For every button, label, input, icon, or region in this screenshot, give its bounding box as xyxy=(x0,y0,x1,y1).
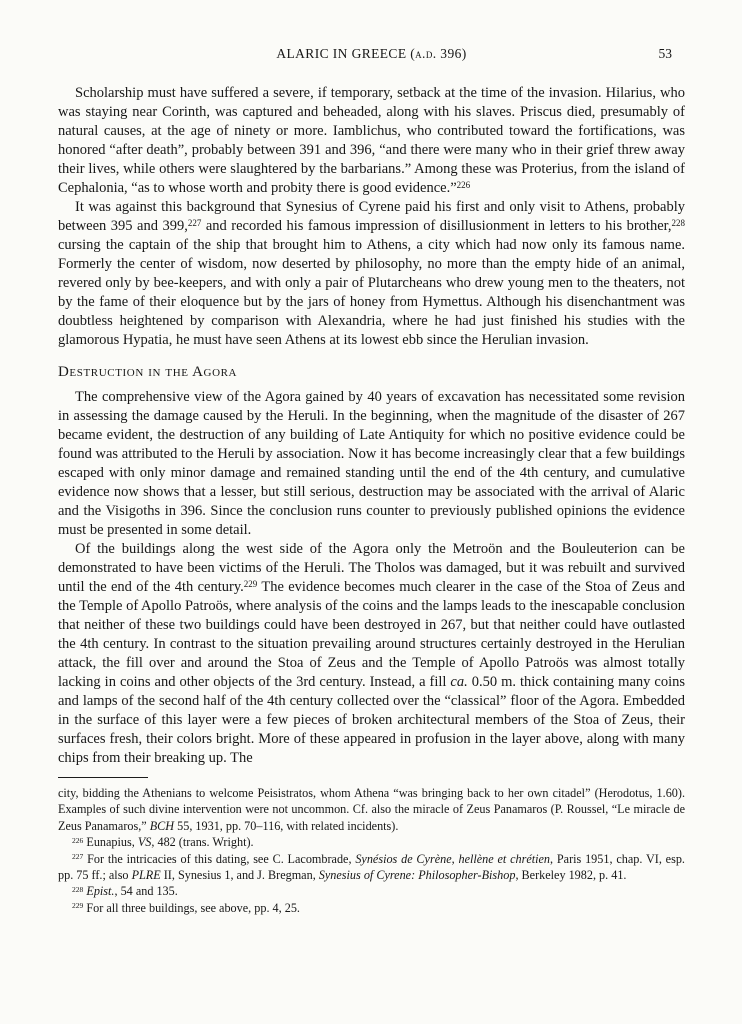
running-head xyxy=(58,45,685,62)
text-run: , 482 (trans. Wright). xyxy=(151,835,254,850)
text-run: city, bidding the Athenians to welcome Peisistratos, whom Athena “was bringing back to her own citadel” (Herodotus, 1.60). Examples of such divine intervention were not uncommon. Cf. also the miracle of Zeus Panamaros (P. Roussel, “Le miracle de Zeus Panamaros,” xyxy=(58,786,685,833)
italic-run: Synesius of Cyrene: Philosopher-Bishop xyxy=(318,868,516,883)
text-run: For the intricacies of this dating, see C. Lacombrade, xyxy=(83,851,356,866)
paragraph xyxy=(58,198,685,350)
text-run: Destruction in the Agora xyxy=(58,364,238,380)
text-run: 396) xyxy=(436,46,467,61)
footnote-separator-rule xyxy=(58,777,148,778)
text-run: Of the buildings along the west side of the Agora only the Metroön and the Bouleuterion can be demonstrated to have been victims of the Heruli. The Tholos was damaged, but it was rebuilt and survived until the end of the 4th century. xyxy=(58,541,685,595)
footnote-ref: 226 xyxy=(456,179,471,190)
text-run: The comprehensive view of the Agora gained by 40 years of excavation has necessitated some revision in assessing the damage caused by the Heruli. In the beginning, when the magnitude of the disaster of 267 became evident, the destruction of any building of Late Antiquity for which no positive evidence could be found was attributed to the Heruli by association. Now it has become increasingly clear that a few buildings escaped with only minor damage and remained standing until the end of the 4th century, and cumulative evidence now shows that a lesser, but still serious, destruction may be associated with the arrival of Alaric and the Visigoths in 396. Since the conclusion runs counter to previously published opinions the evidence must be presented in some detail. xyxy=(58,389,685,538)
running-head-title xyxy=(276,46,466,61)
italic-run: Epist. xyxy=(86,884,115,899)
text-run: , Paris 1951, chap. VI, esp. pp. 75 ff.; also xyxy=(58,851,685,883)
text-run: , 54 and 135. xyxy=(114,884,178,899)
italic-run: ca. xyxy=(450,674,468,690)
footnote-ref: 228 xyxy=(72,885,84,895)
footnote-ref: 229 xyxy=(243,578,258,589)
footnote-ref: 226 xyxy=(72,835,84,845)
paragraph xyxy=(58,900,685,916)
text-run: Scholarship must have suffered a severe, if temporary, setback at the time of the invasion. Hilarius, who was staying near Corinth, was captured and beheaded, along with his slaves. Priscus died, presumably of natural causes, at the age of ninety or more. Iamblichus, who contributed toward the fortifications, was honored “after death”, probably between 391 and 396, “and there were many who in their grief threw away their lives, while others were slaughtered by the barbarians.” Among these was Proterius, from the island of Cephalonia, “as to whose worth and probity there is good evidence.” xyxy=(58,85,685,196)
text-run: , Berkeley 1982, p. 41. xyxy=(515,868,627,883)
italic-run: Synésios de Cyrène, hellène et chrétien xyxy=(355,851,551,866)
text-run: Eunapius, xyxy=(83,835,138,850)
paragraph xyxy=(58,785,685,834)
footnotes-section xyxy=(58,777,685,916)
text-run: II, Synesius 1, and J. Bregman, xyxy=(160,868,319,883)
footnote-ref: 229 xyxy=(72,901,84,911)
text-run: 0.50 m. thick containing many coins and lamps of the second half of the 4th century collected over the “classical” floor of the Agora. Embedded in the surface of this layer were a few pieces of broken architectural members of the Stoa of Zeus, their surfaces fresh, their colors bright. More of these appeared in profusion in the layer above, along with many chips from their breaking up. The xyxy=(58,674,685,766)
footnotes-text xyxy=(58,785,685,916)
paragraph xyxy=(58,834,685,850)
paragraph xyxy=(58,883,685,899)
text-run: For all three buildings, see above, pp. 4, 25. xyxy=(83,900,300,915)
footnote-ref: 228 xyxy=(671,217,685,228)
smallcaps-run: a.d. xyxy=(415,46,437,61)
footnote-ref: 227 xyxy=(187,217,202,228)
italic-run: PLRE xyxy=(131,868,161,883)
paragraph xyxy=(58,540,685,768)
section-heading xyxy=(58,364,685,381)
main-text xyxy=(58,84,685,768)
paragraph xyxy=(58,84,685,198)
italic-run: BCH xyxy=(149,818,175,833)
italic-run: VS xyxy=(137,835,152,850)
text-run: 55, 1931, pp. 70–116, with related incidents). xyxy=(174,818,399,833)
page-number: 53 xyxy=(658,46,672,61)
text-run: and recorded his famous impression of disillusionment in letters to his brother, xyxy=(201,218,672,234)
paragraph xyxy=(58,851,685,884)
text-run: The evidence becomes much clearer in the case of the Stoa of Zeus and the Temple of Apollo Patroös, where analysis of the coins and the lamps leads to the inescapable conclusion that neither of these two buildings could have been destroyed in 267, but that neither could have outlasted the 4th century. In contrast to the situation prevailing around structures certainly destroyed in the Herulian attack, the fill over and around the Stoa of Zeus and the Temple of Apollo Patroös was almost totally lacking in coins and other objects of the 3rd century. Instead, a fill xyxy=(58,579,685,690)
text-run: ALARIC IN GREECE ( xyxy=(276,46,416,61)
footnote-ref: 227 xyxy=(72,852,84,862)
paragraph xyxy=(58,388,685,540)
text-run: cursing the captain of the ship that brought him to Athens, a city which had now only its famous name. Formerly the center of wisdom, now deserted by philosophy, no more than the empty hide of an animal, revered only by bee-keepers, and with only a pair of Plutarcheans who drew young men to the theaters, not by the fame of their eloquence but by the jars of honey from Hymettus. Although his disenchantment was doubtless heightened by comparison with Alexandria, where he had just finished his studies with the glamorous Hypatia, he must have seen Athens at its lowest ebb since the Herulian invasion. xyxy=(58,237,685,348)
text-run: It was against this background that Synesius of Cyrene paid his first and only visit to Athens, probably between 395 and 399, xyxy=(58,199,685,234)
